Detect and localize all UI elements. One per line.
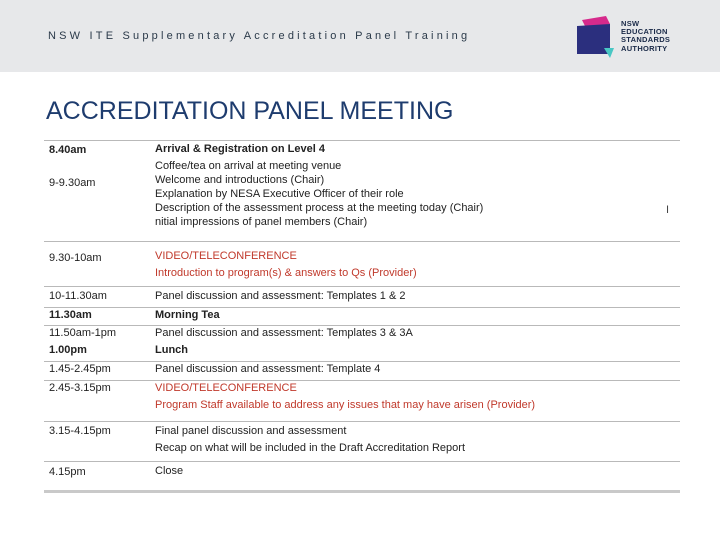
- agenda-item: Explanation by NESA Executive Officer of their role: [155, 188, 404, 200]
- agenda-item: Welcome and introductions (Chair): [155, 174, 325, 186]
- agenda-item: Recap on what will be included in the Draft Accreditation Report: [155, 442, 466, 454]
- agenda-item: Arrival & Registration on Level 4: [155, 143, 325, 155]
- nesa-logo: [574, 14, 684, 62]
- agenda-time: 10-11.30am: [49, 290, 107, 302]
- agenda-row: [44, 242, 680, 287]
- agenda-item: Panel discussion and assessment: Template 4: [155, 363, 381, 375]
- agenda-row: [44, 362, 680, 381]
- agenda-time: 11.30am: [49, 309, 92, 321]
- agenda-row: [44, 343, 680, 362]
- header-banner: [0, 0, 720, 72]
- agenda-row: [44, 287, 680, 308]
- agenda-item: Coffee/tea on arrival at meeting venue: [155, 160, 342, 172]
- agenda-item: VIDEO/TELECONFERENCE: [155, 382, 297, 394]
- agenda-row: [44, 381, 680, 422]
- logo-line-1: NSW: [621, 19, 640, 28]
- agenda-item: nitial impressions of panel members (Chair): [155, 216, 368, 228]
- logo-line-3: STANDARDS: [621, 35, 671, 45]
- logo-line-2: EDUCATION: [621, 27, 668, 37]
- agenda-row: [44, 326, 680, 343]
- agenda-row: [44, 422, 680, 462]
- agenda-item: Morning Tea: [155, 309, 220, 321]
- side-mark: I: [666, 204, 670, 216]
- agenda-time: 1.00pm: [49, 344, 87, 356]
- agenda-item: Introduction to program(s) & answers to Qs (Provider): [155, 267, 417, 279]
- agenda-item: Description of the assessment process at the meeting today (Chair): [155, 202, 484, 214]
- agenda-time: 9-9.30am: [49, 177, 96, 189]
- page-title: ACCREDITATION PANEL MEETING: [46, 97, 454, 125]
- agenda-time: 2.45-3.15pm: [49, 382, 111, 394]
- agenda-item: Panel discussion and assessment: Templates 1 & 2: [155, 290, 406, 302]
- agenda-item-group: [155, 423, 465, 457]
- agenda-item: Lunch: [155, 344, 188, 356]
- logo-wordmark: [621, 20, 670, 53]
- agenda-item: VIDEO/TELECONFERENCE: [155, 250, 297, 262]
- agenda-row: [44, 462, 680, 493]
- nesa-logo-mark-icon: [574, 14, 620, 62]
- agenda-time: 8.40am: [49, 144, 87, 156]
- agenda-time: 9.30-10am: [49, 252, 102, 264]
- agenda-item: Panel discussion and assessment: Templates 3 & 3A: [155, 327, 413, 339]
- agenda-time: 4.15pm: [49, 466, 86, 478]
- agenda-time: 11.50am-1pm: [49, 327, 117, 339]
- logo-line-4: AUTHORITY: [621, 43, 668, 53]
- agenda-item: Program Staff available to address any issues that may have arisen (Provider): [155, 399, 536, 411]
- agenda-item: Close: [155, 465, 184, 477]
- agenda-time: 1.45-2.45pm: [49, 363, 111, 375]
- agenda-item-group: [155, 248, 417, 282]
- agenda-table: [44, 140, 680, 478]
- agenda-item-group: [155, 380, 535, 414]
- agenda-row: [44, 141, 680, 242]
- agenda-item: Final panel discussion and assessment: [155, 425, 347, 437]
- agenda-time: 3.15-4.15pm: [49, 425, 111, 437]
- header-title: NSW ITE Supplementary Accreditation Panel Training: [48, 30, 471, 42]
- agenda-item-group: [155, 158, 483, 231]
- agenda-row: [44, 308, 680, 326]
